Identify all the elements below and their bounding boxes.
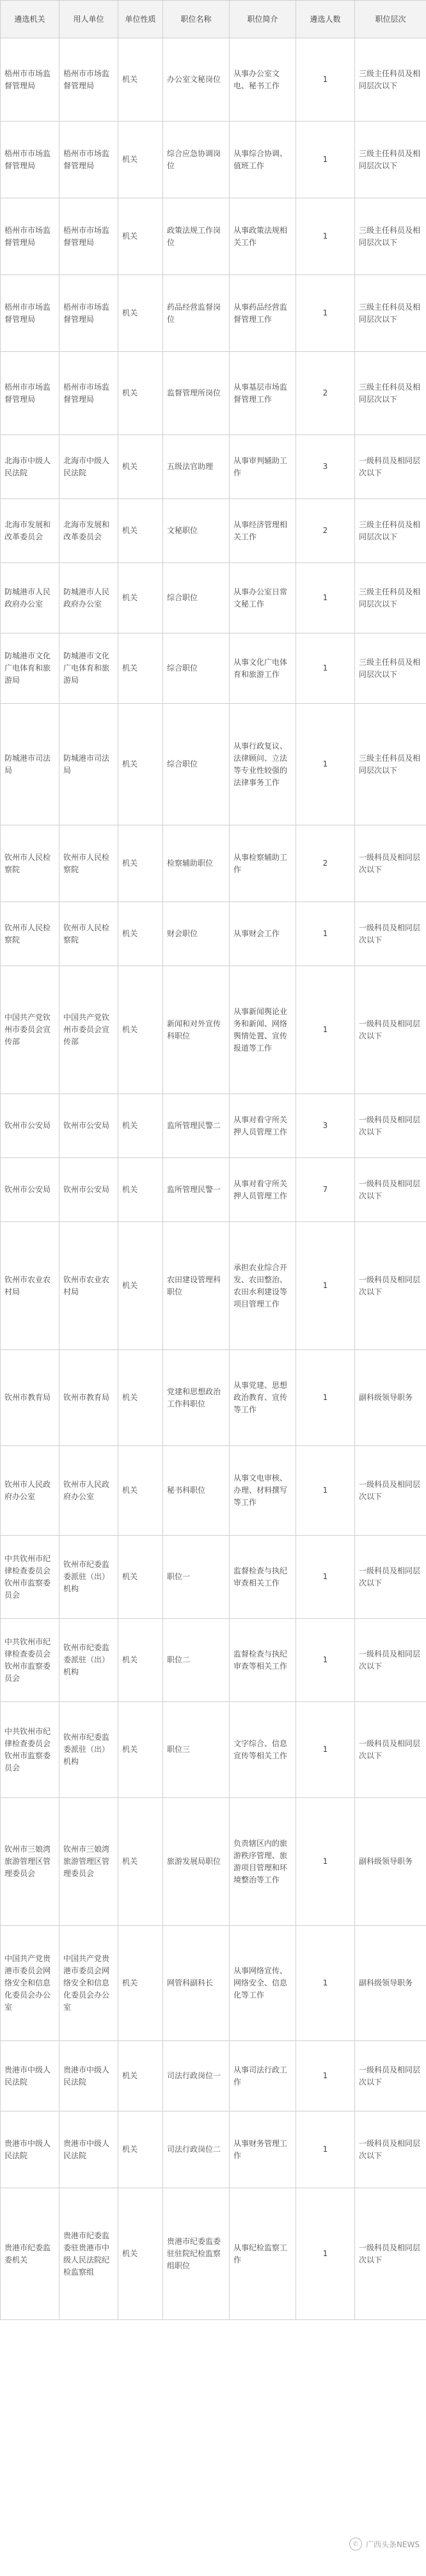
table-body	[1, 38, 426, 2320]
cell-position-name: 贵港市纪委监委驻驻院纪检监察组职位	[163, 2188, 230, 2320]
cell-unit-type: 机关	[118, 38, 163, 122]
cell-position-name: 党建和思想政治工作科职位	[163, 1350, 230, 1446]
cell-employer: 贵港市纪委监委驻贵港市中级人民法院纪检监察组	[59, 2188, 118, 2320]
table-row	[1, 435, 426, 499]
cell-employer: 钦州市人民检察院	[59, 902, 118, 966]
cell-position-name: 旅游发展局职位	[163, 1798, 230, 1926]
table-row	[1, 352, 426, 435]
cell-recruiting-agency: 贵港市纪委监委机关	[1, 2188, 59, 2320]
cell-employer: 钦州市纪委监委派驻（出）机构	[59, 1702, 118, 1798]
cell-unit-type: 机关	[118, 902, 163, 966]
cell-unit-type: 机关	[118, 1702, 163, 1798]
cell-count: 1	[296, 2188, 355, 2320]
watermark	[349, 2538, 420, 2550]
cell-unit-type: 机关	[118, 1094, 163, 1158]
cell-position-desc: 从事对看守所关押人员管理工作	[230, 1158, 296, 1222]
cell-level: 一级科员及相同层次以下	[355, 1222, 426, 1350]
cell-count: 1	[296, 2111, 355, 2188]
cell-employer: 梧州市市场监督管理局	[59, 122, 118, 198]
cell-recruiting-agency: 梧州市市场监督管理局	[1, 122, 59, 198]
cell-level: 一级科员及相同层次以下	[355, 902, 426, 966]
cell-employer: 北海市中级人民法院	[59, 435, 118, 499]
cell-unit-type: 机关	[118, 633, 163, 704]
cell-position-desc: 从事综合协调、值班工作	[230, 122, 296, 198]
cell-level: 副科级领导职务	[355, 1350, 426, 1446]
cell-position-name: 综合职位	[163, 704, 230, 825]
cell-employer: 中国共产党贵港市委员会网络安全和信息化委员会办公室	[59, 1926, 118, 2041]
cell-position-name: 检察辅助职位	[163, 825, 230, 902]
cell-count: 3	[296, 435, 355, 499]
cell-employer: 贵港市中级人民法院	[59, 2111, 118, 2188]
cell-recruiting-agency: 北海市中级人民法院	[1, 435, 59, 499]
cell-count: 1	[296, 38, 355, 122]
cell-position-name: 职位二	[163, 1619, 230, 1702]
cell-position-name: 办公室文秘岗位	[163, 38, 230, 122]
cell-position-desc: 从事基层市场监督管理工作	[230, 352, 296, 435]
cell-unit-type: 机关	[118, 435, 163, 499]
cell-employer: 钦州市纪委监委派驻（出）机构	[59, 1536, 118, 1619]
cell-recruiting-agency: 钦州市人民检察院	[1, 902, 59, 966]
cell-recruiting-agency: 梧州市市场监督管理局	[1, 198, 59, 275]
cell-position-desc: 从事纪检监察工作	[230, 2188, 296, 2320]
cell-level: 一级科员及相同层次以下	[355, 1158, 426, 1222]
cell-position-name: 网管科副科长	[163, 1926, 230, 2041]
cell-recruiting-agency: 防城港市文化广电体育和旅游局	[1, 633, 59, 704]
cell-recruiting-agency: 钦州市公安局	[1, 1094, 59, 1158]
cell-unit-type: 机关	[118, 1536, 163, 1619]
cell-position-desc: 从事司法行政工作	[230, 2041, 296, 2111]
cell-recruiting-agency: 钦州市农业农村局	[1, 1222, 59, 1350]
cell-position-desc: 从事办公室日常文秘工作	[230, 563, 296, 633]
cell-count: 1	[296, 1222, 355, 1350]
header-recruiting-agency: 遴选机关	[1, 1, 59, 38]
cell-level: 三级主任科员及相同层次以下	[355, 499, 426, 563]
cell-position-desc: 从事财务管理工作	[230, 2111, 296, 2188]
cell-employer: 中国共产党钦州市委员会宣传部	[59, 966, 118, 1094]
cell-level: 副科级领导职务	[355, 1926, 426, 2041]
cell-position-name: 监所管理民警一	[163, 1158, 230, 1222]
cell-employer: 梧州市市场监督管理局	[59, 352, 118, 435]
cell-count: 1	[296, 633, 355, 704]
cell-position-desc: 从事党建、思想政治教育、宣传等工作	[230, 1350, 296, 1446]
table-row	[1, 1926, 426, 2041]
cell-position-desc: 从事文化广电体育和旅游工作	[230, 633, 296, 704]
cell-level: 一级科员及相同层次以下	[355, 2041, 426, 2111]
cell-level: 一级科员及相同层次以下	[355, 1619, 426, 1702]
table-row	[1, 122, 426, 198]
cell-count: 2	[296, 352, 355, 435]
cell-recruiting-agency: 中国共产党贵港市委员会网络安全和信息化委员会办公室	[1, 1926, 59, 2041]
table-row	[1, 198, 426, 275]
cell-position-name: 司法行政岗位二	[163, 2111, 230, 2188]
cell-position-desc: 从事政策法规相关工作	[230, 198, 296, 275]
cell-position-desc: 从事财会工作	[230, 902, 296, 966]
cell-count: 1	[296, 1350, 355, 1446]
cell-count: 2	[296, 499, 355, 563]
cell-position-desc: 从事检察辅助工作	[230, 825, 296, 902]
cell-unit-type: 机关	[118, 1798, 163, 1926]
cell-count: 1	[296, 275, 355, 352]
cell-count: 1	[296, 122, 355, 198]
cell-unit-type: 机关	[118, 122, 163, 198]
cell-unit-type: 机关	[118, 275, 163, 352]
cell-recruiting-agency: 贵港市中级人民法院	[1, 2111, 59, 2188]
cell-employer: 钦州市公安局	[59, 1158, 118, 1222]
cell-count: 1	[296, 704, 355, 825]
cell-level: 三级主任科员及相同层次以下	[355, 198, 426, 275]
cell-recruiting-agency: 钦州市人民检察院	[1, 825, 59, 902]
cell-recruiting-agency: 钦州市教育局	[1, 1350, 59, 1446]
cell-recruiting-agency: 钦州市公安局	[1, 1158, 59, 1222]
table-row	[1, 825, 426, 902]
cell-unit-type: 机关	[118, 825, 163, 902]
cell-level: 三级主任科员及相同层次以下	[355, 704, 426, 825]
cell-level: 三级主任科员及相同层次以下	[355, 275, 426, 352]
cell-position-name: 综合职位	[163, 633, 230, 704]
cell-count: 1	[296, 1619, 355, 1702]
cell-unit-type: 机关	[118, 198, 163, 275]
cell-position-name: 职位一	[163, 1536, 230, 1619]
cell-position-desc: 从事新闻舆论业务和新闻、网络舆情处置、宣传报道等工作	[230, 966, 296, 1094]
cell-position-name: 秘书科职位	[163, 1446, 230, 1536]
cell-count: 1	[296, 1926, 355, 2041]
cell-recruiting-agency: 梧州市市场监督管理局	[1, 275, 59, 352]
header-count: 遴选人数	[296, 1, 355, 38]
cell-unit-type: 机关	[118, 2188, 163, 2320]
table-row	[1, 1158, 426, 1222]
cell-position-name: 综合应急协调岗位	[163, 122, 230, 198]
cell-employer: 钦州市纪委监委派驻（出）机构	[59, 1619, 118, 1702]
cell-unit-type: 机关	[118, 1222, 163, 1350]
cell-employer: 北海市发展和改革委员会	[59, 499, 118, 563]
cell-recruiting-agency: 钦州市三娘湾旅游管理区管理委员会	[1, 1798, 59, 1926]
cell-unit-type: 机关	[118, 563, 163, 633]
cell-employer: 钦州市人民检察院	[59, 825, 118, 902]
cell-position-name: 新闻和对外宣传科职位	[163, 966, 230, 1094]
cell-count: 1	[296, 1798, 355, 1926]
cell-count: 3	[296, 1094, 355, 1158]
cell-recruiting-agency: 钦州市人民政府办公室	[1, 1446, 59, 1536]
table-row	[1, 1619, 426, 1702]
table-row	[1, 275, 426, 352]
cell-unit-type: 机关	[118, 966, 163, 1094]
cell-position-desc: 监督检查与执纪审查等相关工作	[230, 1619, 296, 1702]
cell-count: 7	[296, 1158, 355, 1222]
table-row	[1, 499, 426, 563]
table-row	[1, 1446, 426, 1536]
table-row	[1, 704, 426, 825]
cell-count: 1	[296, 198, 355, 275]
table-row	[1, 2041, 426, 2111]
cell-position-name: 农田建设管理科职位	[163, 1222, 230, 1350]
cell-level: 三级主任科员及相同层次以下	[355, 122, 426, 198]
cell-count: 1	[296, 1446, 355, 1536]
cell-count: 1	[296, 563, 355, 633]
cell-count: 1	[296, 1702, 355, 1798]
cell-recruiting-agency: 梧州市市场监督管理局	[1, 38, 59, 122]
cell-recruiting-agency: 防城港市人民政府办公室	[1, 563, 59, 633]
cell-unit-type: 机关	[118, 499, 163, 563]
cell-count: 1	[296, 902, 355, 966]
table-row	[1, 902, 426, 966]
header-unit-type: 单位性质	[118, 1, 163, 38]
table-row	[1, 633, 426, 704]
cell-employer: 钦州市公安局	[59, 1094, 118, 1158]
cell-level: 三级主任科员及相同层次以下	[355, 633, 426, 704]
cell-level: 一级科员及相同层次以下	[355, 2188, 426, 2320]
table-row	[1, 1536, 426, 1619]
cell-unit-type: 机关	[118, 2041, 163, 2111]
cell-position-name: 文秘职位	[163, 499, 230, 563]
cell-level: 一级科员及相同层次以下	[355, 966, 426, 1094]
table-row	[1, 1350, 426, 1446]
cell-position-desc: 负责辖区内的旅游秩序管理、旅游项目管理和环境整治等工作	[230, 1798, 296, 1926]
cell-position-desc: 从事行政复议、法律顾问、立法等专业性较强的法律事务工作	[230, 704, 296, 825]
header-position-desc: 职位简介	[230, 1, 296, 38]
cell-level: 副科级领导职务	[355, 1798, 426, 1926]
cell-count: 1	[296, 1536, 355, 1619]
cell-level: 一级科员及相同层次以下	[355, 1094, 426, 1158]
table-header-row	[1, 1, 426, 38]
cell-recruiting-agency: 北海市发展和改革委员会	[1, 499, 59, 563]
cell-recruiting-agency: 贵港市中级人民法院	[1, 2041, 59, 2111]
cell-position-desc: 从事经济管理相关工作	[230, 499, 296, 563]
wechat-icon: ✆	[349, 2538, 362, 2550]
cell-employer: 梧州市市场监督管理局	[59, 198, 118, 275]
cell-position-desc: 从事办公室文电、秘书工作	[230, 38, 296, 122]
table-row	[1, 1798, 426, 1926]
cell-employer: 钦州市人民政府办公室	[59, 1446, 118, 1536]
table-row	[1, 563, 426, 633]
table-row	[1, 966, 426, 1094]
cell-recruiting-agency: 梧州市市场监督管理局	[1, 352, 59, 435]
cell-unit-type: 机关	[118, 2111, 163, 2188]
cell-unit-type: 机关	[118, 1446, 163, 1536]
cell-unit-type: 机关	[118, 1158, 163, 1222]
cell-position-desc: 监督检查与执纪审查相关工作	[230, 1536, 296, 1619]
header-position-name: 职位名称	[163, 1, 230, 38]
cell-position-desc: 从事药品经营监督管理工作	[230, 275, 296, 352]
table-row	[1, 1702, 426, 1798]
cell-position-name: 五级法官助理	[163, 435, 230, 499]
cell-position-name: 财会职位	[163, 902, 230, 966]
cell-unit-type: 机关	[118, 1926, 163, 2041]
cell-unit-type: 机关	[118, 704, 163, 825]
cell-level: 一级科员及相同层次以下	[355, 825, 426, 902]
cell-count: 1	[296, 966, 355, 1094]
cell-employer: 防城港市文化广电体育和旅游局	[59, 633, 118, 704]
cell-employer: 梧州市市场监督管理局	[59, 38, 118, 122]
cell-count: 2	[296, 825, 355, 902]
cell-position-name: 监督管理所岗位	[163, 352, 230, 435]
cell-employer: 防城港市人民政府办公室	[59, 563, 118, 633]
cell-position-desc: 从事文电审核、办理、材料撰写等工作	[230, 1446, 296, 1536]
cell-level: 三级主任科员及相同层次以下	[355, 38, 426, 122]
cell-recruiting-agency: 防城港市司法局	[1, 704, 59, 825]
cell-position-name: 药品经营监督岗位	[163, 275, 230, 352]
cell-level: 一级科员及相同层次以下	[355, 1446, 426, 1536]
cell-level: 一级科员及相同层次以下	[355, 1702, 426, 1798]
cell-count: 1	[296, 2041, 355, 2111]
cell-position-desc: 从事网络宣传、网络安全、信息化等工作	[230, 1926, 296, 2041]
cell-position-desc: 文字综合、信息宣传等相关工作	[230, 1702, 296, 1798]
cell-employer: 钦州市教育局	[59, 1350, 118, 1446]
cell-level: 三级主任科员及相同层次以下	[355, 352, 426, 435]
cell-recruiting-agency: 中共钦州市纪律检查委员会钦州市监察委员会	[1, 1536, 59, 1619]
cell-unit-type: 机关	[118, 352, 163, 435]
header-level: 职位层次	[355, 1, 426, 38]
cell-position-desc: 承担农业综合开发、农田整治、农田水利建设等项目管理工作	[230, 1222, 296, 1350]
table-row	[1, 38, 426, 122]
watermark-text: 广西头条NEWS	[365, 2540, 420, 2549]
cell-unit-type: 机关	[118, 1619, 163, 1702]
cell-position-name: 监所管理民警二	[163, 1094, 230, 1158]
cell-level: 一级科员及相同层次以下	[355, 435, 426, 499]
cell-employer: 防城港市司法局	[59, 704, 118, 825]
cell-position-name: 职位三	[163, 1702, 230, 1798]
cell-position-name: 司法行政岗位一	[163, 2041, 230, 2111]
table-row	[1, 1094, 426, 1158]
cell-employer: 梧州市市场监督管理局	[59, 275, 118, 352]
cell-position-desc: 从事审判辅助工作	[230, 435, 296, 499]
cell-level: 三级主任科员及相同层次以下	[355, 563, 426, 633]
table-row	[1, 2111, 426, 2188]
table-row	[1, 1222, 426, 1350]
cell-level: 一级科员及相同层次以下	[355, 1536, 426, 1619]
cell-unit-type: 机关	[118, 1350, 163, 1446]
cell-recruiting-agency: 中共钦州市纪律检查委员会钦州市监察委员会	[1, 1702, 59, 1798]
cell-position-desc: 从事对看守所关押人员管理工作	[230, 1094, 296, 1158]
cell-position-name: 综合职位	[163, 563, 230, 633]
cell-employer: 贵港市中级人民法院	[59, 2041, 118, 2111]
cell-employer: 钦州市农业农村局	[59, 1222, 118, 1350]
cell-employer: 钦州市三娘湾旅游管理区管理委员会	[59, 1798, 118, 1926]
cell-recruiting-agency: 中共钦州市纪律检查委员会钦州市监察委员会	[1, 1619, 59, 1702]
table-row	[1, 2188, 426, 2320]
header-employer: 用人单位	[59, 1, 118, 38]
cell-position-name: 政策法规工作岗位	[163, 198, 230, 275]
cell-level: 一级科员及相同层次以下	[355, 2111, 426, 2188]
cell-recruiting-agency: 中国共产党钦州市委员会宣传部	[1, 966, 59, 1094]
